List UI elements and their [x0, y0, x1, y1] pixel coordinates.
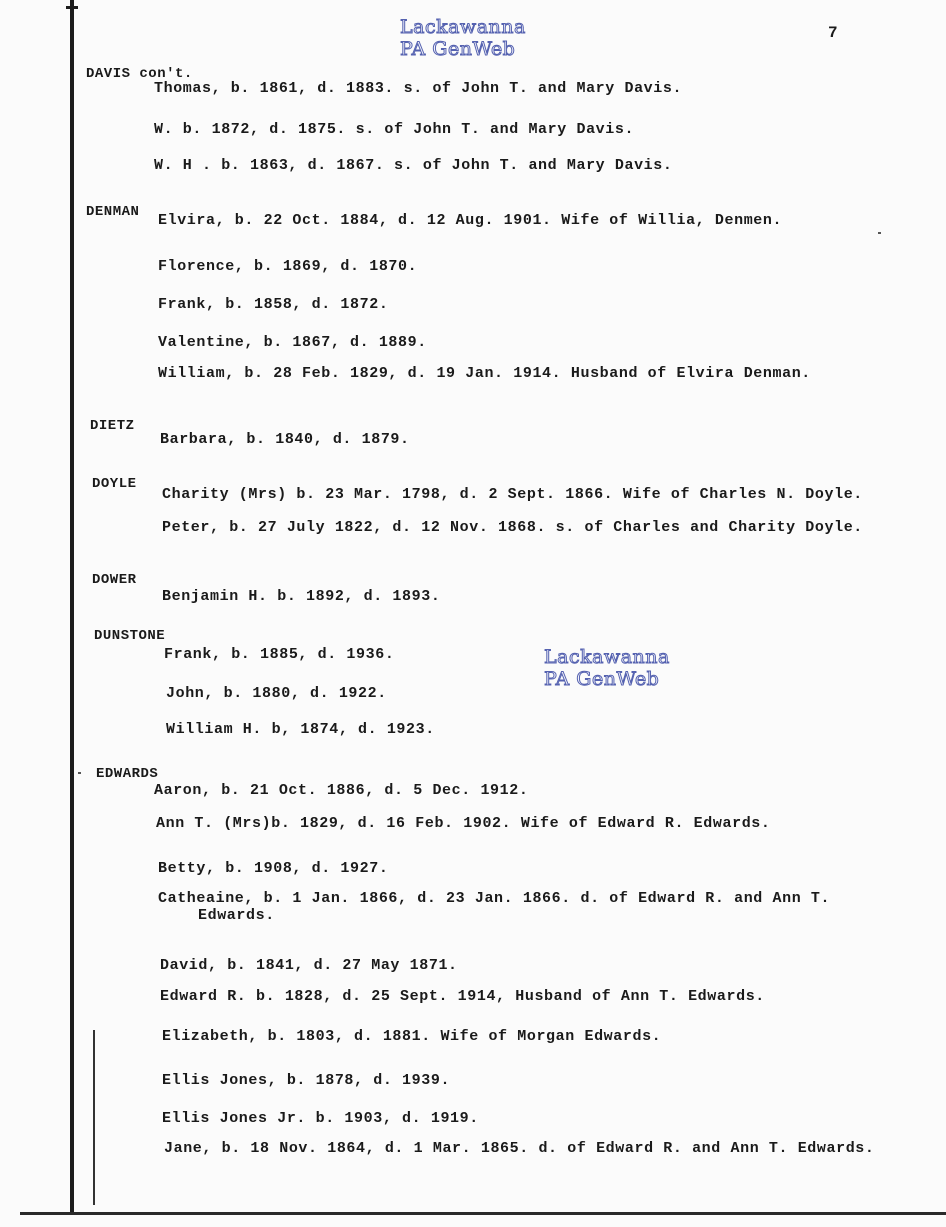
watermark-line1: Lackawanna [400, 16, 526, 38]
entry-line: David, b. 1841, d. 27 May 1871. [160, 957, 458, 974]
surname-heading: EDWARDS [96, 766, 159, 782]
entry-line: Elvira, b. 22 Oct. 1884, d. 12 Aug. 1901. Wife of Willia, Denmen. [158, 212, 783, 229]
entry-line: Frank, b. 1885, d. 1936. [164, 646, 395, 663]
entry-line: Ellis Jones Jr. b. 1903, d. 1919. [162, 1110, 479, 1127]
entry-line: Benjamin H. b. 1892, d. 1893. [162, 588, 441, 605]
entry-line: Charity (Mrs) b. 23 Mar. 1798, d. 2 Sept. 1866. Wife of Charles N. Doyle. [162, 486, 863, 503]
entry-continuation: Edwards. [198, 907, 275, 924]
entry-line [158, 890, 830, 924]
entry-line: Ellis Jones, b. 1878, d. 1939. [162, 1072, 451, 1089]
bottom-rule [20, 1212, 946, 1215]
watermark-line2: PA GenWeb [400, 38, 516, 60]
surname-heading: DOYLE [92, 476, 137, 492]
watermark-line1: Lackawanna [544, 646, 670, 668]
entry-line: Aaron, b. 21 Oct. 1886, d. 5 Dec. 1912. [154, 782, 529, 799]
entry-line: Barbara, b. 1840, d. 1879. [160, 431, 410, 448]
binder-margin-line-secondary [93, 1030, 95, 1205]
binder-margin-line [70, 0, 74, 1215]
entry-line: Edward R. b. 1828, d. 25 Sept. 1914, Husband of Ann T. Edwards. [160, 988, 765, 1005]
entry-line: W. H . b. 1863, d. 1867. s. of John T. and Mary Davis. [154, 157, 673, 174]
entry-text: Catheaine, b. 1 Jan. 1866, d. 23 Jan. 1866. d. of Edward R. and Ann T. [158, 890, 831, 907]
watermark-middle [544, 646, 670, 690]
entry-line: Jane, b. 18 Nov. 1864, d. 1 Mar. 1865. d. of Edward R. and Ann T. Edwards. [164, 1140, 875, 1157]
watermark-line2: PA GenWeb [544, 668, 660, 690]
scan-speck [78, 772, 81, 774]
entry-line: Frank, b. 1858, d. 1872. [158, 296, 389, 313]
surname-heading: DIETZ [90, 418, 135, 434]
surname-heading: DENMAN [86, 204, 140, 220]
entry-line: Valentine, b. 1867, d. 1889. [158, 334, 427, 351]
entry-line: William H. b, 1874, d. 1923. [166, 721, 435, 738]
entry-line: Florence, b. 1869, d. 1870. [158, 258, 418, 275]
surname-heading: DAVIS con't. [86, 66, 193, 82]
surname-heading: DOWER [92, 572, 137, 588]
watermark-top [400, 16, 526, 60]
entry-line: Ann T. (Mrs)b. 1829, d. 16 Feb. 1902. Wife of Edward R. Edwards. [156, 815, 771, 832]
entry-line: John, b. 1880, d. 1922. [166, 685, 387, 702]
entry-line: Thomas, b. 1861, d. 1883. s. of John T. and Mary Davis. [154, 80, 683, 97]
page-number: 7 [828, 24, 838, 42]
entry-line: W. b. 1872, d. 1875. s. of John T. and Mary Davis. [154, 121, 635, 138]
entry-line: Elizabeth, b. 1803, d. 1881. Wife of Morgan Edwards. [162, 1028, 662, 1045]
entry-line: William, b. 28 Feb. 1829, d. 19 Jan. 1914. Husband of Elvira Denman. [158, 365, 811, 382]
scan-speck [878, 232, 881, 234]
surname-heading: DUNSTONE [94, 628, 166, 644]
entry-line: Betty, b. 1908, d. 1927. [158, 860, 389, 877]
entry-line: Peter, b. 27 July 1822, d. 12 Nov. 1868. s. of Charles and Charity Doyle. [162, 519, 863, 536]
